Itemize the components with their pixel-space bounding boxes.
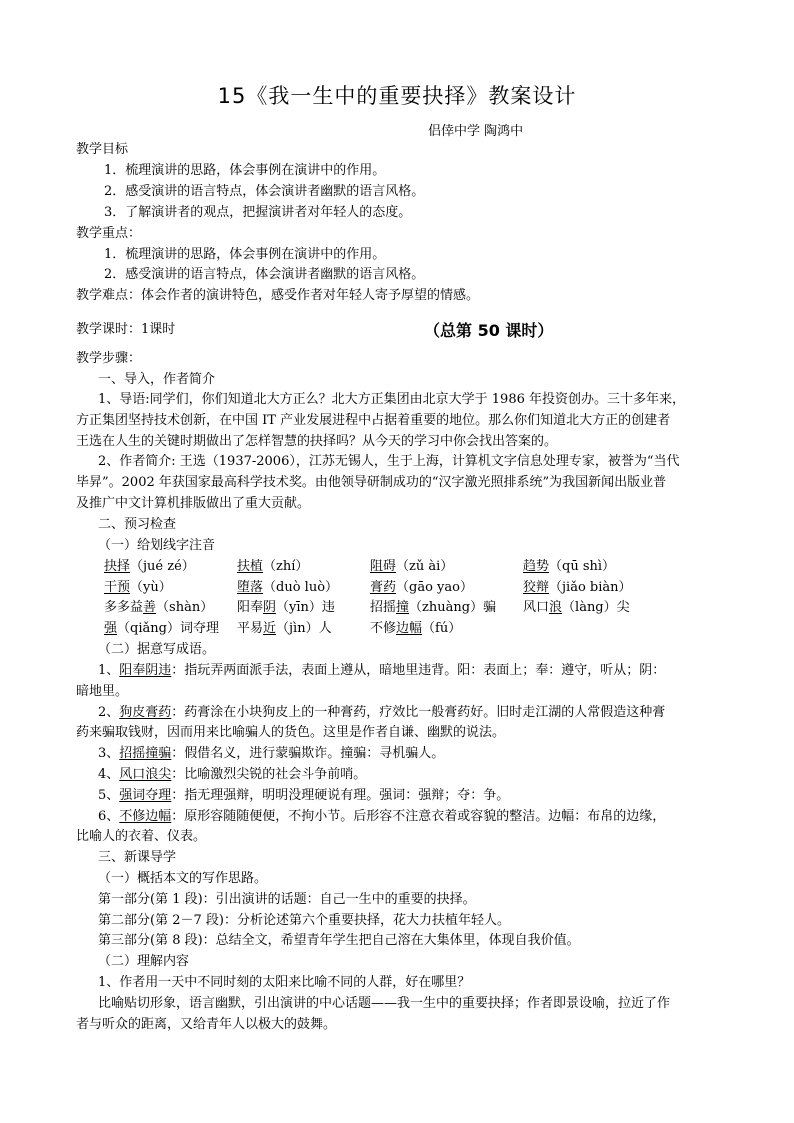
keypoints-heading: 教学重点： [76,226,142,241]
pinyin-underlined-char: 边幅 [396,621,423,636]
structure-part: 第一部分(第 1 段)：引出演讲的话题：自己一生中的重要的抉择。 [98,892,476,907]
idiom-line [98,744,444,764]
subsection-heading: （二）据意写成语。 [98,642,216,657]
difficulty-line: 教学难点：体会作者的演讲特色，感受作者对年轻人寄予厚望的情感。 [76,288,480,303]
idiom-number: 1、 [98,663,120,678]
idiom-definition: ：假借名义，进行蒙骗欺诈。撞骗：寻机骗人。 [171,746,445,761]
goal-item: 1．梳理演讲的思路，体会事例在演讲中的作用。 [104,163,386,178]
pinyin-entry [237,598,335,618]
pinyin-reading: （làng）尖 [562,600,630,615]
pinyin-entry [523,557,615,577]
goal-item: 2．感受演讲的语言特点，体会演讲者幽默的语言风格。 [104,184,425,199]
pinyin-underlined-char: 狡辩 [523,580,550,595]
pinyin-entry [370,578,473,598]
pinyin-entry [370,598,496,618]
goals-heading: 教学目标 [76,142,129,157]
pinyin-reading: （qū shì） [549,559,616,574]
idiom-term: 强词夺理 [119,788,172,803]
idiom-line [98,765,366,785]
pinyin-entry [370,619,461,639]
pinyin-entry [523,598,630,618]
pinyin-underlined-char: 浪 [549,600,563,615]
pinyin-underlined-char: 抉择 [104,559,131,574]
paragraph-line: 毕昇”。2002 年获国家最高科学技术奖。由他领导研制成功的“汉字激光照排系统”为我国新闻出版业普 [76,475,667,490]
pinyin-underlined-char: 趋势 [523,559,550,574]
subsection-heading: （二）理解内容 [98,954,190,969]
pinyin-underlined-char: 扶植 [237,559,264,574]
pinyin-underlined-char: 阴 [263,600,277,615]
idiom-continuation: 比喻人的衣着、仪表。 [76,829,207,844]
pinyin-reading: （jìn）人 [276,621,332,636]
idiom-definition: ：药膏涂在小块狗皮上的一种膏药，疗效比一般膏药好。旧时走江湖的人常假造这种膏 [171,705,666,720]
pinyin-reading: （jué zé） [130,559,195,574]
pinyin-reading: （qiǎng）词夺理 [117,621,219,636]
idiom-definition: ：指无理强辩，明明没理硬说有理。强词：强辩；夺：争。 [171,788,510,803]
pinyin-underlined-char: 干预 [104,580,131,595]
pinyin-reading: （duò luò） [263,580,339,595]
idiom-number: 6、 [98,809,120,824]
idiom-continuation: 暗地里。 [76,684,129,699]
question-line: 1、作者用一天中不同时刻的太阳来比喻不同的人群，好在哪里？ [98,975,471,990]
steps-heading: 教学步骤： [76,351,142,366]
paragraph-line: 方正集团坚持技术创新，在中国 IT 产业发展进程中占据着重要的地位。那么你们知道北大方正的创建者 [76,413,671,428]
idiom-term: 招摇撞骗 [119,746,172,761]
idiom-line [98,661,665,681]
idiom-line [98,786,509,806]
idiom-number: 4、 [98,767,120,782]
idiom-definition: ：指玩弄两面派手法，表面上遵从，暗地里违背。阳：表面上；奉：遵守，听从；阴： [171,663,666,678]
subsection-heading: （一）概括本文的写作思路。 [98,871,268,886]
pinyin-underlined-char: 阻碍 [370,559,397,574]
pinyin-reading: （yù） [130,580,172,595]
idiom-continuation: 药来骗取钱财，因而用来比喻骗人的货色。这里是作者自谦、幽默的说法。 [76,725,506,740]
idiom-number: 5、 [98,788,120,803]
pinyin-reading: （zǔ ài） [396,559,454,574]
goal-item: 3．了解演讲者的观点，把握演讲者对年轻人的态度。 [104,205,412,220]
idiom-term: 阳奉阴违 [119,663,172,678]
pinyin-prefix: 不修 [370,621,397,636]
paragraph-line: 王选在人生的关键时期做出了怎样智慧的抉择吗？从今天的学习中你会找出答案的。 [76,434,558,449]
pinyin-prefix: 阳奉 [237,600,264,615]
section-heading: 三、新课导学 [98,850,177,865]
pinyin-entry [523,578,632,598]
pinyin-reading: （gāo yao） [396,580,473,595]
pinyin-reading: （zhí） [263,559,309,574]
idiom-term: 狗皮膏药 [119,705,172,720]
section-heading: 二、预习检查 [98,517,177,532]
hours-line: 教学课时：1课时 [76,322,176,337]
pinyin-entry [237,619,332,639]
pinyin-entry [104,557,195,577]
subsection-heading: （一）给划线字注音 [98,538,216,553]
pinyin-entry [237,557,308,577]
paragraph-line: 1、导语:同学们，你们知道北大方正么？北大方正集团由北京大学于 1986 年投资创办。三十多年来， [98,392,686,407]
pinyin-prefix: 多多益 [104,600,144,615]
keypoint-item: 1．梳理演讲的思路，体会事例在演讲中的作用。 [104,247,386,262]
pinyin-underlined-char: 强 [104,621,118,636]
pinyin-entry [237,578,338,598]
page-title: 15《我一生中的重要抉择》教案设计 [217,84,577,108]
pinyin-reading: （shàn） [156,600,214,615]
pinyin-reading: （fú） [422,621,462,636]
idiom-number: 3、 [98,746,120,761]
keypoint-item: 2．感受演讲的语言特点，体会演讲者幽默的语言风格。 [104,267,425,282]
idiom-line [98,703,665,723]
section-heading: 一、导入，作者简介 [98,372,216,387]
pinyin-underlined-char: 膏药 [370,580,397,595]
pinyin-underlined-char: 撞 [396,600,410,615]
idiom-line [98,807,665,827]
hours-total: （总第 50 课时） [424,321,554,340]
pinyin-prefix: 风口 [523,600,550,615]
pinyin-reading: （yīn）违 [276,600,335,615]
paragraph-line: 2、作者简介: 王选（1937-2006），江苏无锡人，生于上海，计算机文字信息处理专家，被誉为“当代 [98,454,680,469]
paragraph-line: 及推广中文计算机排版做出了重大贡献。 [76,496,311,511]
pinyin-underlined-char: 善 [143,600,157,615]
idiom-definition: ：原形容随随便便，不拘小节。后形容不注意衣着或容貌的整洁。边幅：布帛的边缘， [171,809,666,824]
structure-part: 第三部分(第 8 段)：总结全文，希望青年学生把自己溶在大集体里，体现自我价值。 [98,933,580,948]
idiom-term: 风口浪尖 [119,767,172,782]
pinyin-reading: （zhuàng）骗 [409,600,497,615]
pinyin-reading: （jiǎo biàn） [549,580,632,595]
pinyin-entry [370,557,453,577]
idiom-term: 不修边幅 [119,809,172,824]
pinyin-entry [104,598,213,618]
answer-line: 比喻贴切形象，语言幽默，引出演讲的中心话题——我一生中的重要抉择；作者即景设喻，拉近了作 [98,996,671,1011]
answer-line: 者与听众的距离，又给青年人以极大的鼓舞。 [76,1017,337,1032]
pinyin-entry [104,578,172,598]
pinyin-underlined-char: 堕落 [237,580,264,595]
pinyin-prefix: 招摇 [370,600,397,615]
pinyin-entry [104,619,219,639]
idiom-number: 2、 [98,705,120,720]
author-line: 侣倖中学 陶鸿中 [428,124,524,139]
pinyin-prefix: 平易 [237,621,264,636]
pinyin-underlined-char: 近 [263,621,277,636]
idiom-definition: ：比喻激烈尖锐的社会斗争前哨。 [171,767,367,782]
structure-part: 第二部分(第 2－7 段)：分析论述第六个重要抉择，花大力扶植年轻人。 [98,913,510,928]
